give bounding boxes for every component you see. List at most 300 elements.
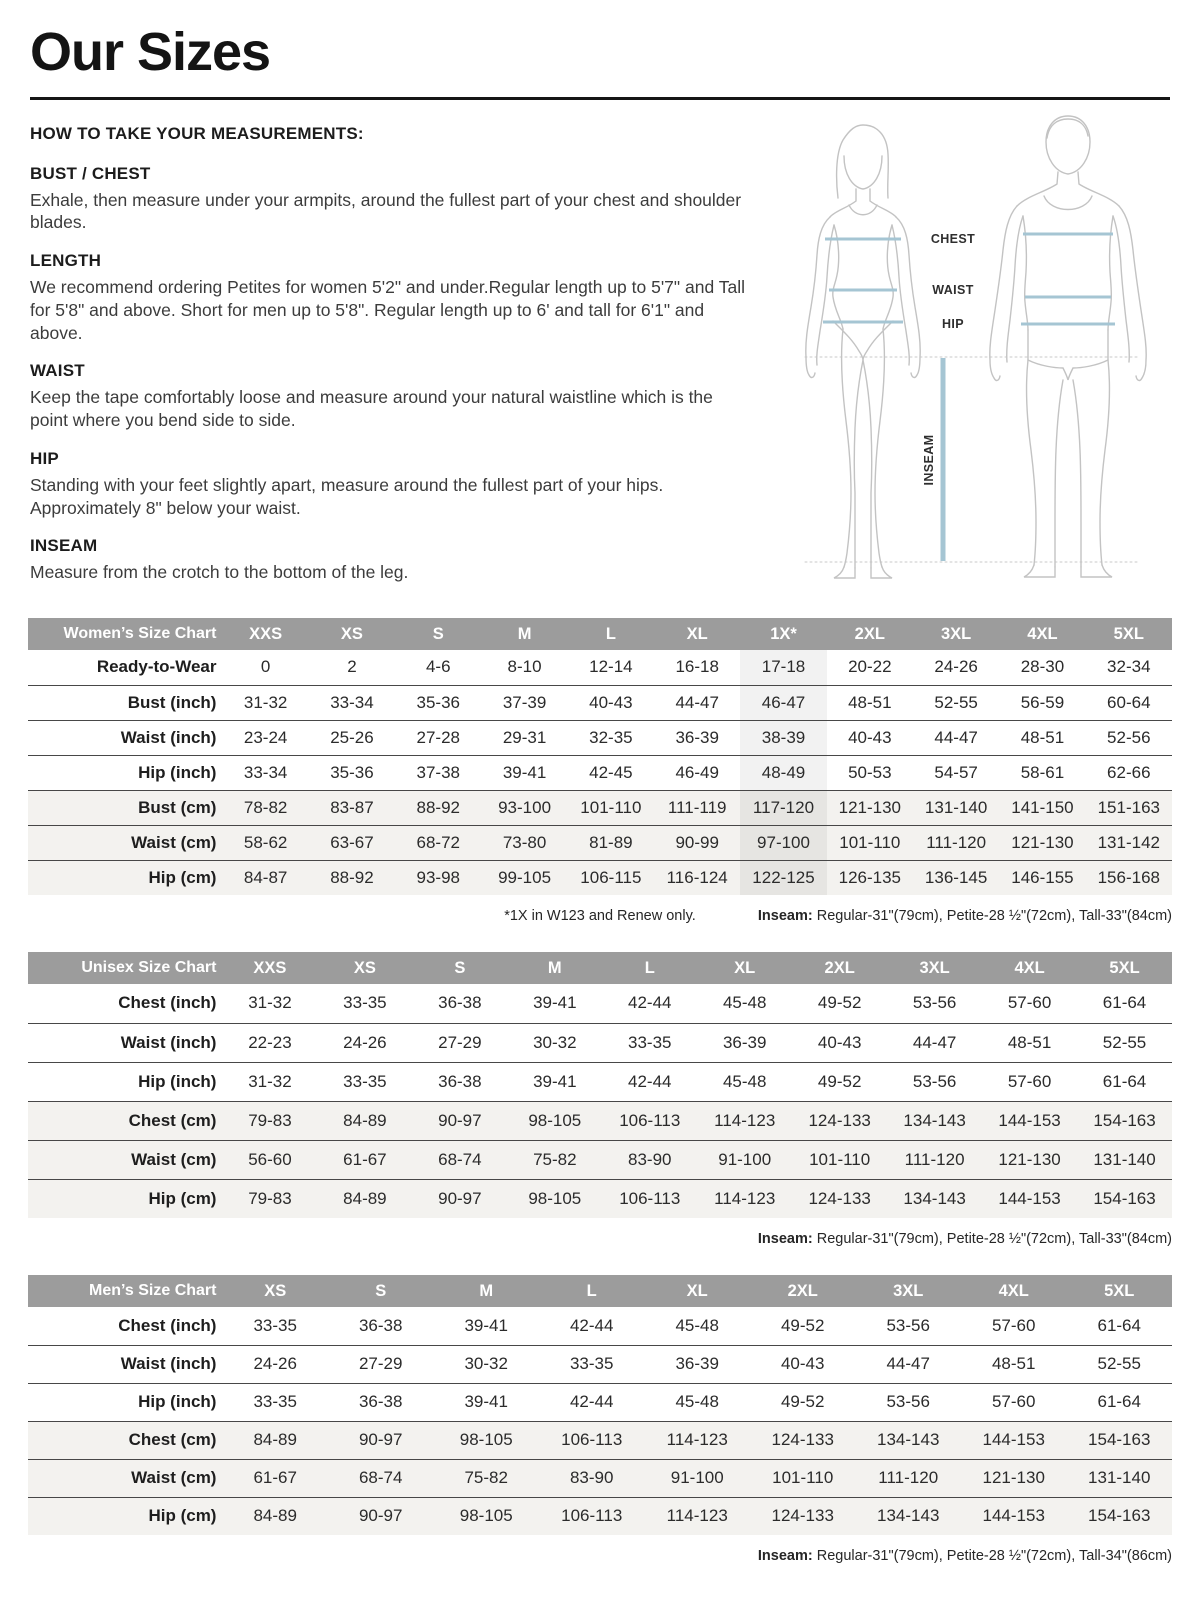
size-value-cell: 36-39 bbox=[697, 1023, 792, 1062]
size-value-cell: 48-51 bbox=[827, 685, 913, 720]
size-value-cell: 144-153 bbox=[982, 1101, 1077, 1140]
size-value-cell: 33-34 bbox=[222, 755, 308, 790]
size-column-header: L bbox=[539, 1275, 645, 1307]
size-value-cell: 131-140 bbox=[1066, 1459, 1172, 1497]
size-value-cell: 36-39 bbox=[644, 1345, 750, 1383]
size-value-cell: 106-113 bbox=[602, 1101, 697, 1140]
measurement-section-bust-chest bbox=[30, 164, 755, 235]
table-row bbox=[28, 860, 1172, 895]
size-value-cell: 121-130 bbox=[961, 1459, 1067, 1497]
size-value-cell: 42-44 bbox=[569, 1315, 614, 1335]
size-value-cell: 126-135 bbox=[827, 860, 913, 895]
table-row bbox=[28, 984, 1172, 1023]
size-value-cell: 57-60 bbox=[982, 1062, 1077, 1101]
size-value-cell: 42-44 bbox=[628, 993, 672, 1013]
size-value-cell: 83-90 bbox=[602, 1140, 697, 1179]
size-value-cell: 33-35 bbox=[222, 1383, 328, 1421]
measurement-section-length bbox=[30, 251, 755, 344]
size-value-cell: 44-47 bbox=[913, 720, 999, 755]
size-value-cell: 25-26 bbox=[309, 720, 395, 755]
inseam-footnote-text: Regular-31"(79cm), Petite-28 ½"(72cm), Tall-33"(84cm) bbox=[812, 1231, 1172, 1248]
size-value-cell: 62-66 bbox=[1086, 755, 1172, 790]
size-value-cell: 39-41 bbox=[481, 755, 567, 790]
size-value-cell: 68-72 bbox=[395, 825, 481, 860]
size-column-header: 3XL bbox=[887, 952, 982, 984]
size-value-cell: 36-38 bbox=[328, 1383, 434, 1421]
size-value-cell: 154-163 bbox=[1077, 1179, 1172, 1218]
size-value-cell: 48-51 bbox=[999, 720, 1085, 755]
size-value-cell: 144-153 bbox=[982, 1179, 1077, 1218]
size-value-cell: 46-49 bbox=[654, 755, 740, 790]
table-row bbox=[28, 790, 1172, 825]
size-value-cell: 45-48 bbox=[644, 1383, 750, 1421]
size-column-header: 5XL bbox=[1086, 618, 1172, 650]
table-row bbox=[28, 825, 1172, 860]
size-value-cell: 83-87 bbox=[309, 790, 395, 825]
size-value-cell: 141-150 bbox=[999, 790, 1085, 825]
size-tables bbox=[28, 618, 1172, 1568]
table-row bbox=[28, 1345, 1172, 1383]
size-column-header: 3XL bbox=[855, 1275, 961, 1307]
size-column-header: 5XL bbox=[1077, 952, 1172, 984]
size-value-cell: 37-39 bbox=[481, 685, 567, 720]
size-value-cell: 40-43 bbox=[568, 685, 654, 720]
size-value-cell: 22-23 bbox=[222, 1023, 317, 1062]
size-value-cell: 53-56 bbox=[886, 1315, 930, 1335]
size-value-cell: 32-35 bbox=[568, 720, 654, 755]
unisex-footnote-row bbox=[28, 1231, 1172, 1251]
size-value-cell: 45-48 bbox=[697, 1062, 792, 1101]
table-header-row bbox=[28, 618, 1172, 650]
size-value-cell: 90-97 bbox=[412, 1101, 507, 1140]
size-value-cell: 61-64 bbox=[1077, 1062, 1172, 1101]
size-value-cell: 156-168 bbox=[1086, 860, 1172, 895]
measurements-heading: HOW TO TAKE YOUR MEASUREMENTS: bbox=[30, 123, 364, 143]
row-label: Waist (cm) bbox=[28, 1140, 222, 1179]
size-value-cell: 84-89 bbox=[317, 1179, 412, 1218]
size-value-cell: 39-41 bbox=[533, 993, 577, 1013]
measurement-instructions bbox=[30, 124, 755, 585]
size-value-cell: 57-60 bbox=[961, 1383, 1067, 1421]
size-value-cell: 27-29 bbox=[412, 1023, 507, 1062]
size-value-cell: 90-99 bbox=[654, 825, 740, 860]
size-value-cell: 49-52 bbox=[780, 1315, 825, 1335]
size-value-cell: 151-163 bbox=[1086, 790, 1172, 825]
size-value-cell: 24-26 bbox=[317, 1023, 412, 1062]
waist-label: WAIST bbox=[932, 283, 974, 297]
row-label: Hip (inch) bbox=[28, 1062, 222, 1101]
size-column-header: 4XL bbox=[999, 618, 1085, 650]
size-column-header: S bbox=[395, 618, 481, 650]
size-value-cell: 79-83 bbox=[222, 1101, 317, 1140]
size-value-cell: 117-120 bbox=[740, 790, 826, 825]
size-value-cell: 49-52 bbox=[817, 993, 862, 1013]
table-title: Unisex Size Chart bbox=[28, 952, 222, 984]
size-value-cell: 40-43 bbox=[827, 720, 913, 755]
size-column-header: 1X* bbox=[740, 618, 826, 650]
size-value-cell: 37-38 bbox=[395, 755, 481, 790]
title-divider bbox=[30, 97, 1170, 100]
size-value-cell: 44-47 bbox=[654, 685, 740, 720]
size-value-cell: 44-47 bbox=[887, 1023, 982, 1062]
size-value-cell: 68-74 bbox=[328, 1459, 434, 1497]
size-value-cell: 33-35 bbox=[539, 1345, 645, 1383]
size-value-cell: 52-56 bbox=[1086, 720, 1172, 755]
size-value-cell: 111-120 bbox=[855, 1459, 961, 1497]
unisex-size-table bbox=[28, 952, 1172, 1218]
size-column-header: XS bbox=[309, 618, 395, 650]
size-value-cell: 20-22 bbox=[848, 657, 892, 677]
size-value-cell: 39-41 bbox=[507, 1062, 602, 1101]
inseam-footnote bbox=[758, 1231, 1172, 1247]
size-value-cell: 154-163 bbox=[1077, 1101, 1172, 1140]
measurement-section-hip bbox=[30, 449, 755, 520]
size-value-cell: 98-105 bbox=[507, 1101, 602, 1140]
size-value-cell: 24-26 bbox=[222, 1345, 328, 1383]
size-column-header: XXS bbox=[222, 952, 317, 984]
size-value-cell: 40-43 bbox=[750, 1345, 856, 1383]
size-value-cell: 48-51 bbox=[961, 1345, 1067, 1383]
size-value-cell: 23-24 bbox=[222, 720, 308, 755]
size-value-cell: 146-155 bbox=[999, 860, 1085, 895]
size-value-cell: 24-26 bbox=[934, 657, 978, 677]
section-body: Exhale, then measure under your armpits, around the fullest part of your chest and shoulder blades. bbox=[30, 189, 742, 233]
section-title: HIP bbox=[30, 448, 59, 468]
size-value-cell: 154-163 bbox=[1066, 1421, 1172, 1459]
size-value-cell: 93-98 bbox=[395, 860, 481, 895]
size-value-cell: 40-43 bbox=[792, 1023, 887, 1062]
size-value-cell: 12-14 bbox=[589, 657, 633, 677]
row-label: Hip (inch) bbox=[28, 755, 222, 790]
size-value-cell: 58-61 bbox=[999, 755, 1085, 790]
size-value-cell: 27-28 bbox=[395, 720, 481, 755]
size-value-cell: 52-55 bbox=[913, 685, 999, 720]
size-value-cell: 33-35 bbox=[602, 1023, 697, 1062]
table-row bbox=[28, 650, 1172, 685]
size-value-cell: 52-55 bbox=[1077, 1023, 1172, 1062]
size-column-header: L bbox=[568, 618, 654, 650]
size-value-cell: 131-140 bbox=[913, 790, 999, 825]
row-label: Hip (inch) bbox=[28, 1383, 222, 1421]
size-value-cell: 33-35 bbox=[253, 1315, 297, 1335]
row-label: Waist (cm) bbox=[28, 825, 222, 860]
size-value-cell: 144-153 bbox=[961, 1421, 1067, 1459]
row-label: Chest (inch) bbox=[118, 993, 217, 1013]
size-value-cell: 116-124 bbox=[654, 860, 740, 895]
size-value-cell: 111-119 bbox=[654, 790, 740, 825]
row-label: Chest (cm) bbox=[28, 1101, 222, 1140]
table-header-row bbox=[28, 952, 1172, 984]
section-title: WAIST bbox=[30, 361, 85, 381]
size-value-cell: 99-105 bbox=[481, 860, 567, 895]
size-value-cell: 106-113 bbox=[539, 1421, 645, 1459]
size-value-cell: 57-60 bbox=[991, 1315, 1036, 1335]
size-value-cell: 29-31 bbox=[481, 720, 567, 755]
table-row bbox=[28, 1383, 1172, 1421]
size-value-cell: 8-10 bbox=[507, 657, 542, 677]
section-title: LENGTH bbox=[30, 251, 102, 271]
table-title: Women’s Size Chart bbox=[28, 618, 222, 650]
size-value-cell: 45-48 bbox=[722, 993, 767, 1013]
size-value-cell: 38-39 bbox=[740, 720, 826, 755]
size-value-cell: 56-59 bbox=[999, 685, 1085, 720]
size-value-cell: 84-89 bbox=[222, 1497, 328, 1535]
size-value-cell: 39-41 bbox=[433, 1383, 539, 1421]
size-value-cell: 33-35 bbox=[317, 1062, 412, 1101]
size-value-cell: 35-36 bbox=[395, 685, 481, 720]
size-value-cell: 27-29 bbox=[328, 1345, 434, 1383]
row-label: Hip (cm) bbox=[28, 860, 222, 895]
size-value-cell: 36-38 bbox=[412, 1062, 507, 1101]
section-title: INSEAM bbox=[30, 536, 98, 556]
size-value-cell: 31-32 bbox=[222, 1062, 317, 1101]
size-value-cell: 101-110 bbox=[827, 825, 913, 860]
size-value-cell: 114-123 bbox=[697, 1179, 792, 1218]
size-column-header: S bbox=[328, 1275, 434, 1307]
size-value-cell: 131-140 bbox=[1077, 1140, 1172, 1179]
size-column-header: XL bbox=[654, 618, 740, 650]
size-value-cell: 144-153 bbox=[961, 1497, 1067, 1535]
body-measurement-diagram bbox=[785, 112, 1163, 580]
size-value-cell: 136-145 bbox=[913, 860, 999, 895]
section-body: We recommend ordering Petites for women 5'2" and under.Regular length up to 5'7" and Tall for 5'8" and above. Short for men up to 5'8". Regular length up to 6' and tall for 6'1" and above. bbox=[30, 277, 745, 343]
size-column-header: 3XL bbox=[913, 618, 999, 650]
size-value-cell: 121-130 bbox=[982, 1140, 1077, 1179]
size-value-cell: 134-143 bbox=[887, 1179, 982, 1218]
table-row bbox=[28, 720, 1172, 755]
measurement-section-waist bbox=[30, 361, 755, 432]
size-value-cell: 17-18 bbox=[740, 650, 826, 685]
size-value-cell: 33-34 bbox=[309, 685, 395, 720]
size-value-cell: 121-130 bbox=[827, 790, 913, 825]
size-value-cell: 98-105 bbox=[433, 1497, 539, 1535]
size-value-cell: 58-62 bbox=[222, 825, 308, 860]
size-column-header: 2XL bbox=[827, 618, 913, 650]
size-value-cell: 111-120 bbox=[913, 825, 999, 860]
page-title: Our Sizes bbox=[30, 22, 271, 82]
inseam-footnote-label: Inseam: bbox=[757, 908, 813, 925]
inseam-footnote bbox=[758, 1548, 1172, 1564]
size-value-cell: 48-51 bbox=[982, 1023, 1077, 1062]
size-column-header: XS bbox=[317, 952, 412, 984]
row-label: Chest (cm) bbox=[28, 1421, 222, 1459]
size-value-cell: 98-105 bbox=[507, 1179, 602, 1218]
size-value-cell: 31-32 bbox=[248, 993, 292, 1013]
size-value-cell: 42-45 bbox=[568, 755, 654, 790]
size-value-cell: 88-92 bbox=[309, 860, 395, 895]
size-value-cell: 134-143 bbox=[855, 1421, 961, 1459]
size-value-cell: 31-32 bbox=[222, 685, 308, 720]
size-value-cell: 101-110 bbox=[568, 790, 654, 825]
size-value-cell: 53-56 bbox=[855, 1383, 961, 1421]
size-value-cell: 78-82 bbox=[222, 790, 308, 825]
female-figure-outline bbox=[806, 125, 920, 578]
inseam-footnote-label: Inseam: bbox=[757, 1231, 813, 1248]
size-value-cell: 61-64 bbox=[1066, 1383, 1172, 1421]
size-value-cell: 98-105 bbox=[433, 1421, 539, 1459]
row-label: Bust (inch) bbox=[28, 685, 222, 720]
size-column-header: 4XL bbox=[961, 1275, 1067, 1307]
size-value-cell: 73-80 bbox=[481, 825, 567, 860]
size-value-cell: 114-123 bbox=[644, 1421, 750, 1459]
inseam-footnote-label: Inseam: bbox=[757, 1548, 813, 1565]
size-value-cell: 53-56 bbox=[887, 1062, 982, 1101]
male-figure-outline bbox=[990, 116, 1146, 577]
size-value-cell: 114-123 bbox=[697, 1101, 792, 1140]
row-label: Waist (inch) bbox=[28, 720, 222, 755]
size-value-cell: 90-97 bbox=[328, 1421, 434, 1459]
row-label: Waist (cm) bbox=[28, 1459, 222, 1497]
size-value-cell: 154-163 bbox=[1066, 1497, 1172, 1535]
size-value-cell: 16-18 bbox=[675, 657, 719, 677]
section-body: Measure from the crotch to the bottom of the leg. bbox=[30, 562, 409, 583]
size-value-cell: 61-64 bbox=[1097, 1315, 1141, 1335]
women-size-table bbox=[28, 618, 1172, 895]
size-value-cell: 57-60 bbox=[1007, 993, 1052, 1013]
table-row bbox=[28, 1140, 1172, 1179]
table-row bbox=[28, 1497, 1172, 1535]
size-value-cell: 106-113 bbox=[539, 1497, 645, 1535]
size-column-header: XL bbox=[697, 952, 792, 984]
size-value-cell: 101-110 bbox=[750, 1459, 856, 1497]
size-value-cell: 54-57 bbox=[913, 755, 999, 790]
hip-label: HIP bbox=[941, 317, 965, 331]
size-column-header: 2XL bbox=[792, 952, 887, 984]
table-header-row bbox=[28, 1275, 1172, 1307]
section-title: BUST / CHEST bbox=[30, 163, 151, 183]
size-value-cell: 91-100 bbox=[644, 1459, 750, 1497]
inseam-footnote bbox=[758, 908, 1172, 924]
size-value-cell: 131-142 bbox=[1086, 825, 1172, 860]
size-value-cell: 33-35 bbox=[343, 993, 387, 1013]
row-label: Waist (inch) bbox=[28, 1023, 222, 1062]
size-column-header: 5XL bbox=[1066, 1275, 1172, 1307]
mens-size-table bbox=[28, 1275, 1172, 1535]
size-value-cell: 50-53 bbox=[827, 755, 913, 790]
inseam-label: INSEAM bbox=[922, 434, 936, 486]
row-label: Chest (inch) bbox=[118, 1315, 217, 1335]
row-label: Hip (cm) bbox=[28, 1497, 222, 1535]
size-value-cell: 4-6 bbox=[425, 657, 451, 677]
size-value-cell: 124-133 bbox=[792, 1179, 887, 1218]
inseam-footnote-text: Regular-31"(79cm), Petite-28 ½"(72cm), Tall-34"(86cm) bbox=[812, 1548, 1172, 1565]
size-value-cell: 35-36 bbox=[309, 755, 395, 790]
table-row bbox=[28, 1179, 1172, 1218]
size-value-cell: 28-30 bbox=[1020, 657, 1065, 677]
size-value-cell: 121-130 bbox=[999, 825, 1085, 860]
size-value-cell: 114-123 bbox=[644, 1497, 750, 1535]
size-value-cell: 0 bbox=[260, 657, 271, 677]
size-value-cell: 36-38 bbox=[438, 993, 482, 1013]
size-value-cell: 32-34 bbox=[1107, 657, 1151, 677]
table-row bbox=[28, 685, 1172, 720]
size-value-cell: 90-97 bbox=[328, 1497, 434, 1535]
size-value-cell: 42-44 bbox=[539, 1383, 645, 1421]
table-row bbox=[28, 755, 1172, 790]
table-row bbox=[28, 1101, 1172, 1140]
size-column-header: 2XL bbox=[750, 1275, 856, 1307]
size-value-cell: 49-52 bbox=[792, 1062, 887, 1101]
size-value-cell: 45-48 bbox=[675, 1315, 719, 1335]
row-label: Bust (cm) bbox=[28, 790, 222, 825]
size-value-cell: 124-133 bbox=[792, 1101, 887, 1140]
size-value-cell: 61-67 bbox=[222, 1459, 328, 1497]
size-value-cell: 84-89 bbox=[317, 1101, 412, 1140]
size-column-header: 4XL bbox=[982, 952, 1077, 984]
size-value-cell: 36-38 bbox=[358, 1315, 403, 1335]
size-value-cell: 91-100 bbox=[697, 1140, 792, 1179]
table-row bbox=[28, 1307, 1172, 1345]
size-value-cell: 42-44 bbox=[602, 1062, 697, 1101]
table-row bbox=[28, 1459, 1172, 1497]
row-label: Ready-to-Wear bbox=[96, 657, 217, 677]
size-column-header: M bbox=[507, 952, 602, 984]
size-value-cell: 60-64 bbox=[1086, 685, 1172, 720]
size-value-cell: 124-133 bbox=[750, 1497, 856, 1535]
size-value-cell: 84-89 bbox=[222, 1421, 328, 1459]
section-body: Keep the tape comfortably loose and measure around your natural waistline which is the point where you bend side to side. bbox=[30, 387, 713, 431]
section-body: Standing with your feet slightly apart, measure around the fullest part of your hips. Approximately 8" below your waist. bbox=[30, 474, 664, 518]
row-label: Hip (cm) bbox=[28, 1179, 222, 1218]
size-value-cell: 79-83 bbox=[222, 1179, 317, 1218]
size-column-header: L bbox=[602, 952, 697, 984]
size-value-cell: 52-55 bbox=[1066, 1345, 1172, 1383]
size-value-cell: 75-82 bbox=[507, 1140, 602, 1179]
size-value-cell: 93-100 bbox=[481, 790, 567, 825]
measurement-section-inseam bbox=[30, 536, 755, 584]
size-value-cell: 134-143 bbox=[855, 1497, 961, 1535]
size-value-cell: 30-32 bbox=[507, 1023, 602, 1062]
size-value-cell: 84-87 bbox=[222, 860, 308, 895]
size-value-cell: 61-67 bbox=[317, 1140, 412, 1179]
row-label: Waist (inch) bbox=[28, 1345, 222, 1383]
table-row bbox=[28, 1062, 1172, 1101]
size-value-cell: 63-67 bbox=[309, 825, 395, 860]
size-value-cell: 30-32 bbox=[433, 1345, 539, 1383]
size-value-cell: 134-143 bbox=[887, 1101, 982, 1140]
size-value-cell: 81-89 bbox=[568, 825, 654, 860]
size-value-cell: 36-39 bbox=[654, 720, 740, 755]
size-column-header: M bbox=[433, 1275, 539, 1307]
size-value-cell: 39-41 bbox=[464, 1315, 508, 1335]
inseam-footnote-text: Regular-31"(79cm), Petite-28 ½"(72cm), Tall-33"(84cm) bbox=[812, 908, 1172, 925]
table-row bbox=[28, 1023, 1172, 1062]
table-title: Men’s Size Chart bbox=[28, 1275, 222, 1307]
size-value-cell: 75-82 bbox=[433, 1459, 539, 1497]
size-value-cell: 88-92 bbox=[395, 790, 481, 825]
chest-label: CHEST bbox=[930, 232, 976, 246]
size-column-header: M bbox=[481, 618, 567, 650]
mens-footnote-row bbox=[28, 1548, 1172, 1568]
size-column-header: XS bbox=[222, 1275, 328, 1307]
size-column-header: XL bbox=[644, 1275, 750, 1307]
size-value-cell: 44-47 bbox=[855, 1345, 961, 1383]
table-row bbox=[28, 1421, 1172, 1459]
size-value-cell: 122-125 bbox=[740, 860, 826, 895]
size-value-cell: 61-64 bbox=[1102, 993, 1147, 1013]
size-value-cell: 56-60 bbox=[222, 1140, 317, 1179]
size-column-header: S bbox=[412, 952, 507, 984]
size-value-cell: 68-74 bbox=[412, 1140, 507, 1179]
women-footnote-row bbox=[28, 908, 1172, 928]
size-value-cell: 53-56 bbox=[912, 993, 957, 1013]
size-value-cell: 48-49 bbox=[740, 755, 826, 790]
size-value-cell: 101-110 bbox=[792, 1140, 887, 1179]
size-value-cell: 106-113 bbox=[602, 1179, 697, 1218]
size-value-cell: 46-47 bbox=[740, 685, 826, 720]
size-value-cell: 49-52 bbox=[750, 1383, 856, 1421]
size-value-cell: 97-100 bbox=[740, 825, 826, 860]
